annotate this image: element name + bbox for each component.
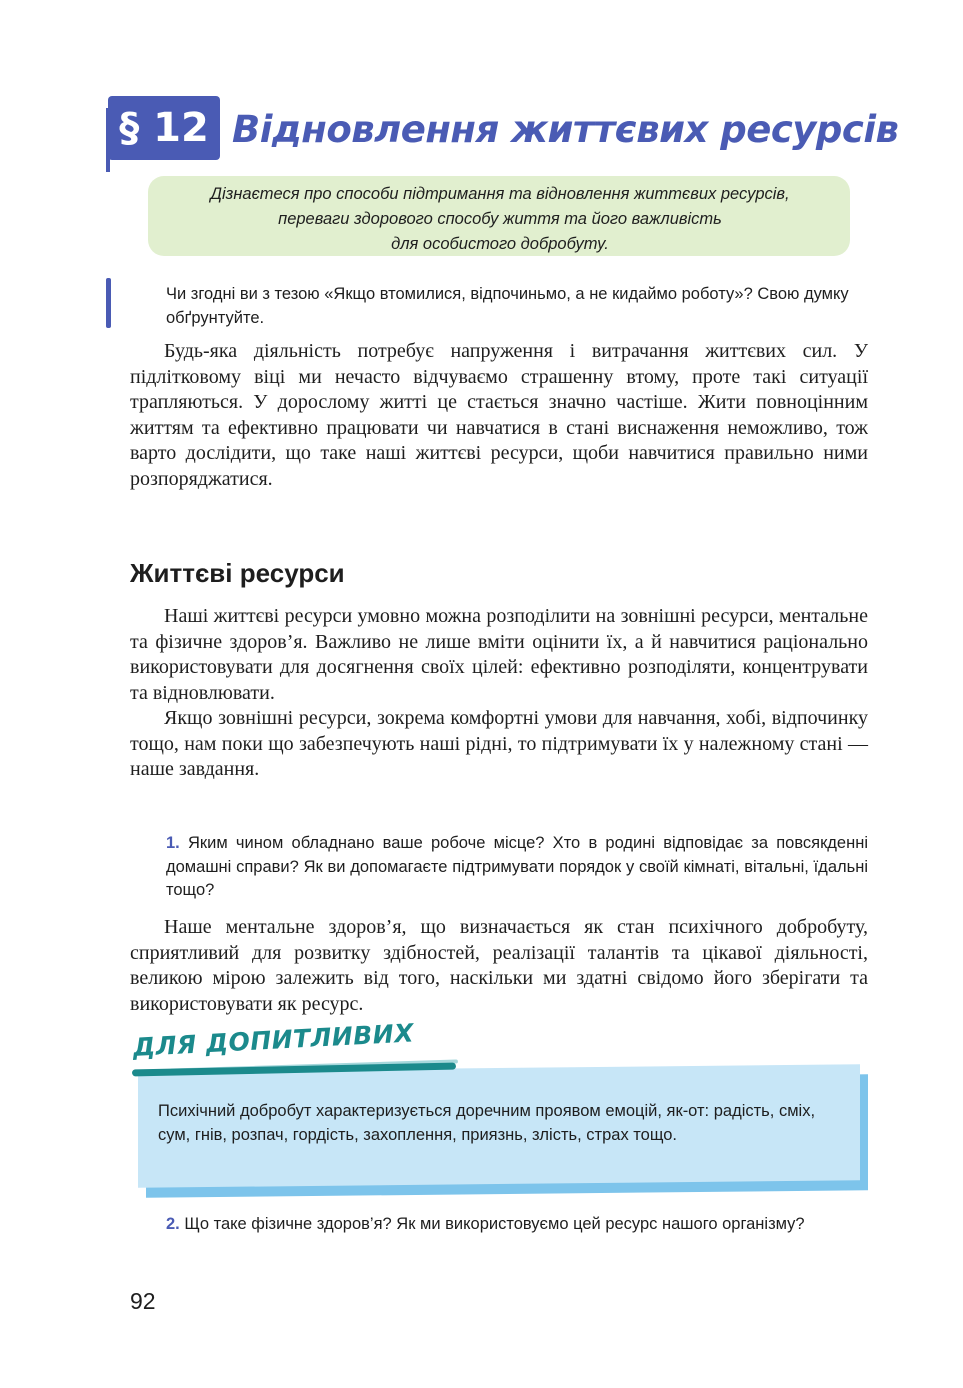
task-1-text: Яким чином обладнано ваше робоче місце? Хто в родині відповідає за повсякденні домашні справи? Як ви допомагаєте підтримувати порядок у своїй кімнаті, вітальні, їдальні тощо?: [166, 834, 868, 899]
section-heading: Життєві ресурси: [130, 558, 345, 588]
intro-paragraph: Будь-яка діяльність потребує напруження і витрачання життєвих сил. У підлітковому віці ми нечасто відчуваємо страшенну втому, проте такі ситуації трапляються. У дорослому житті це стається значно частіше. Жити повноцінним життям та ефективно працювати чи навчатися в стані виснаження неможливо, тож варто дослідити, що таке наші життєві ресурси, щоби навчитися правильно ними розпоряджатися.: [130, 340, 868, 490]
question-marker-bar: [106, 278, 111, 328]
task-2-number: 2.: [166, 1215, 180, 1233]
curious-box-text: Психічний добробут характеризується доречним проявом емоцій, як-от: радість, сміх, сум, гнів, розпач, гордість, захоплення, приязнь, злість, страх тощо.: [158, 1102, 816, 1144]
task-1-number: 1.: [166, 834, 180, 852]
page-title: Відновлення життєвих ресурсів: [232, 108, 899, 151]
section-paragraph-2: Якщо зовнішні ресурси, зокрема комфортні умови для навчання, хобі, відпочинку тощо, нам поки що забезпечують наші рідні, то підтримувати їх у належному стані — наше завдання.: [130, 707, 868, 780]
task-2-text: Що таке фізичне здоров’я? Як ми використовуємо цей ресурс нашого організму?: [184, 1215, 805, 1233]
goals-line-3: для особистого добробуту.: [391, 235, 609, 253]
opening-question: Чи згодні ви з тезою «Якщо втомилися, відпочиньмо, а не кидаймо роботу»? Свою думку обґрунтуйте.: [166, 285, 849, 327]
section-body: [130, 604, 868, 783]
section-paragraph-1: Наші життєві ресурси умовно можна розподілити на зовнішні ресурси, ментальне та фізичне здоров’я. Важливо не лише вміти оцінити їх, а й навчитися раціонально використовувати для досягнення своїх цілей: ефективно розподіляти, концентрувати та відновлювати.: [130, 605, 868, 704]
curious-box-title: ДЛЯ ДОПИТЛИВИХ: [132, 1018, 415, 1063]
learning-goals-text: [160, 182, 840, 257]
goals-line-2: переваги здорового способу життя та його важливість: [278, 210, 722, 228]
goals-line-1: Дізнаєтеся про способи підтримання та відновлення життєвих ресурсів,: [210, 185, 790, 203]
mental-health-paragraph: Наше ментальне здоров’я, що визначається як стан психічного добробуту, сприятливий для розвитку здібностей, реалізації талантів та цікавої діяльності, великою мірою залежить від того, наскільки ми здатні свідомо його зберігати та використовувати як ресурс.: [130, 916, 868, 1015]
section-number-badge: § 12: [108, 96, 220, 160]
task-2: [166, 1213, 868, 1237]
page-number: 92: [130, 1288, 156, 1314]
task-1: [166, 832, 868, 903]
